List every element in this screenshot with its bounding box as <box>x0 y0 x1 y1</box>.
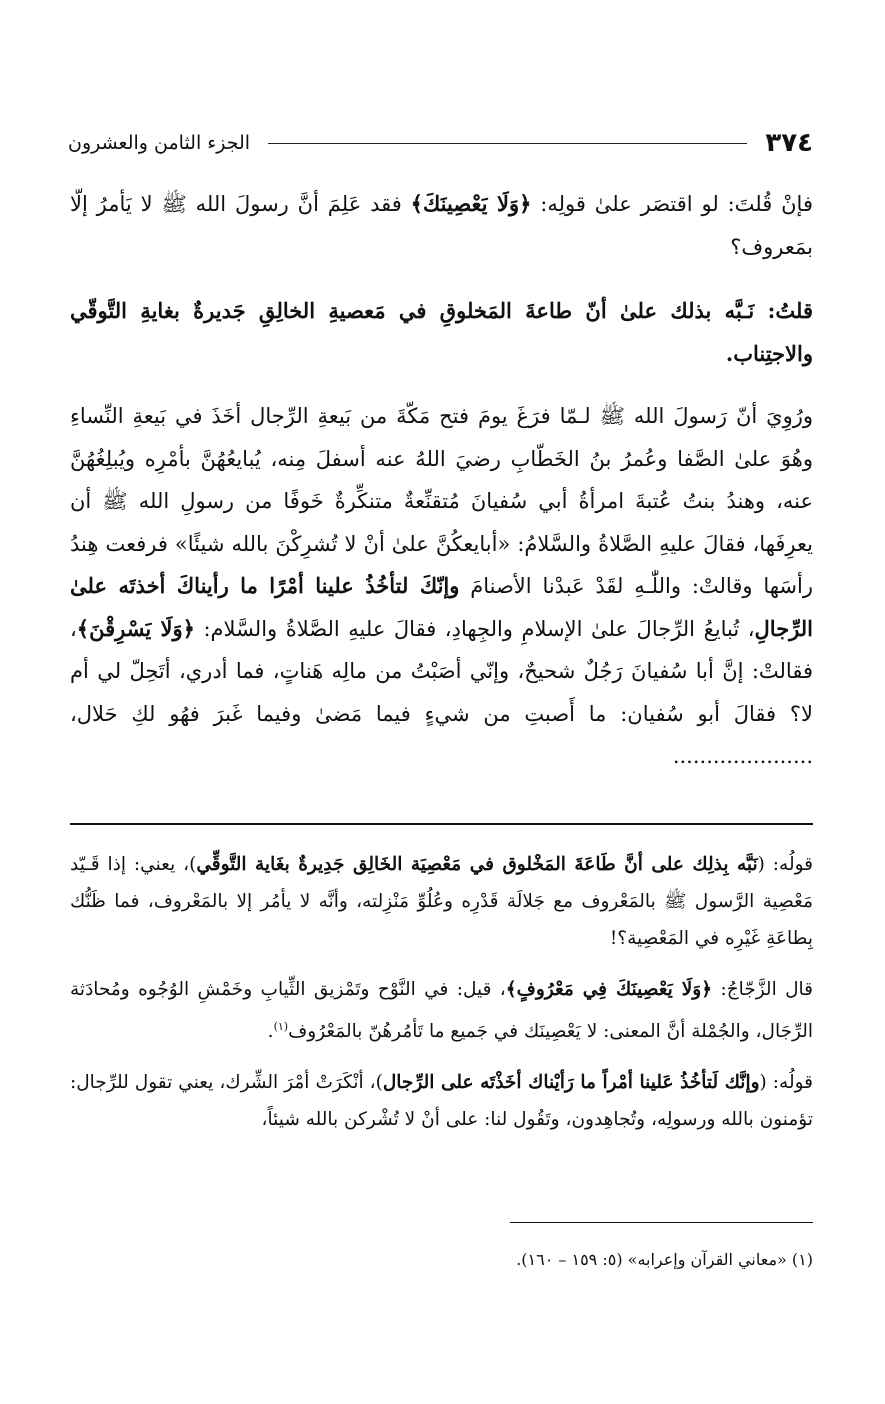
main-paragraph-1-rest: فقد عَلِمَ أنَّ رسولَ الله ﷺ لا يَأمرُ إلّا بمَعروف؟ <box>70 192 813 259</box>
page-header <box>68 126 813 160</box>
main-paragraph-3 <box>70 395 813 778</box>
quran-quote: ﴿وَلَا يَعْصِينَكَ فِي مَعْرُوفٍ﴾ <box>505 979 713 1000</box>
running-title: الجزء الثامن والعشرون <box>68 132 251 154</box>
main-paragraph-3-part1: ورُوِيَ أنّ رَسولَ الله ﷺ لـمّا فرَغَ يومَ فتح مَكّةَ من بَيعةِ الرِّجال أخَذَ في بَيعةِ النِّساءِ وهُوَ علىٰ الصَّفا وعُمرُ بنُ الخَطّابِ رضيَ اللهُ عنه أسفلَ مِنه، يُبايعُهُنَّ بأمْرِه ويُبلِغُهُنَّ عنه، وهندُ بنتُ عُتبةَ امرأةُ أبي سُفيانَ مُتقنِّعةٌ متنكِّرةٌ خَوفًا من رسولِ الله ﷺ أن يعرِفَها، فقالَ عليهِ الصَّلاةُ والسَّلامُ: «أبايعكُنَّ علىٰ أنْ لا تُشرِكْنَ بالله شيئًا» فرفعت هِندُ رأسَها وقالتْ: واللّٰـهِ لقَدْ عَبدْنا الأصنامَ <box>70 404 813 598</box>
page-number: ٣٧٤ <box>765 128 813 158</box>
commentary-2-end: . <box>267 1021 274 1043</box>
main-paragraph-1-lead: فإنْ قُلتَ: لو اقتصَر علىٰ قولِه: <box>531 192 813 216</box>
commentary-paragraph-1 <box>70 846 813 957</box>
main-paragraph-1 <box>70 182 813 269</box>
continuation-dots: ..................... <box>672 744 813 768</box>
commentary-divider <box>70 823 813 825</box>
commentary-3-bold: وإنَّك لَتأخُذُ عَلينا أمْراً ما رَأيْناك أخَذْتَه على الرِّجال <box>382 1072 760 1094</box>
commentary-2-lead: قال الزَّجّاجُ: <box>712 979 814 1000</box>
commentary-3-lead: قولُه: ( <box>759 1072 813 1094</box>
commentary-2-rest: ، قيل: في النَّوْح وتَمْزيق الثِّيابِ وخَمْشِ الوُجُوه ومُحادَثة الرِّجَال، والجُمْلة أنَّ المعنى: لا يَعْصِينَك في جَميع ما تَأمُرهُنّ بالمَعْرُوف <box>70 979 813 1043</box>
main-paragraph-3-part2: ، تُبايعُ الرِّجالَ علىٰ الإسلامِ والجِهادِ، فقالَ عليهِ الصَّلاةُ والسَّلام: <box>194 616 755 641</box>
commentary-paragraph-2 <box>70 971 813 1050</box>
header-rule <box>268 143 747 144</box>
commentary-1-rest: )، يعني: إذا قَـيّد مَعْصِية الرَّسول ﷺ بالمَعْروف مع جَلالَة قَدْرِه وعُلُوِّ مَنْزِلته، وأنَّه لا يأمُر إلا بالمَعْروف، فما ظَنُّك بِطاعَةِ غَيْرِه في المَعْصِية؟! <box>70 854 813 949</box>
commentary-section <box>70 846 813 1152</box>
commentary-1-lead: قولُه: ( <box>757 854 813 875</box>
footnote-ref: (١) <box>273 1020 289 1033</box>
quran-quote: ﴿وَلَا يَعْصِينَكَ﴾ <box>410 191 532 216</box>
footnote-1: (١) «معاني القرآن وإعرابه» (٥: ١٥٩ – ١٦٠). <box>516 1250 813 1269</box>
main-paragraph-2: قلتُ: نَـبَّه بذلك علىٰ أنّ طاعةَ المَخلوقِ في مَعصيةِ الخالِقِ جَديرةٌ بغايةِ التَّوقّي والاجتِناب. <box>70 298 813 366</box>
footnote-divider <box>510 1222 813 1223</box>
quran-quote: ﴿وَلَا يَسْرِقْنَ﴾ <box>76 615 195 641</box>
commentary-1-bold: نَبَّه بِذلِك على أنَّ طَاعَةَ المَخْلوق في مَعْصِيَة الخَالِق جَدِيرةٌ بغَاية التَّوقِّي <box>196 854 758 875</box>
commentary-3-rest: )، أنْكَرَتْ أمْرَ الشِّرك، يعني تقول للرِّجال: تؤمنون بالله ورسولِه، وتُجاهِدون، وتَقُول لنا: على أنْ لا تُشْركن بالله شيئاً، <box>70 1072 813 1131</box>
main-paragraph-3-part3: ، فقالتْ: إنَّ أبا سُفيانَ رَجُلٌ شحيحٌ، وإنّي أصَبْتُ من مالِه هَناتٍ، فما أدري، أتَحِلّ لي أم لا؟ فقالَ أبو سُفيان: ما أَصبتِ من شيءٍ فيما مَضىٰ وفيما غَبرَ فهُو لكِ حَلال، <box>70 616 813 726</box>
commentary-paragraph-3 <box>70 1064 813 1138</box>
main-text <box>70 182 813 778</box>
main-paragraph-3-bold: وإنّكَ لتأخُذُ علينا أمْرًا ما رأيناكَ أخذتَه علىٰ الرِّجالِ <box>70 573 813 641</box>
